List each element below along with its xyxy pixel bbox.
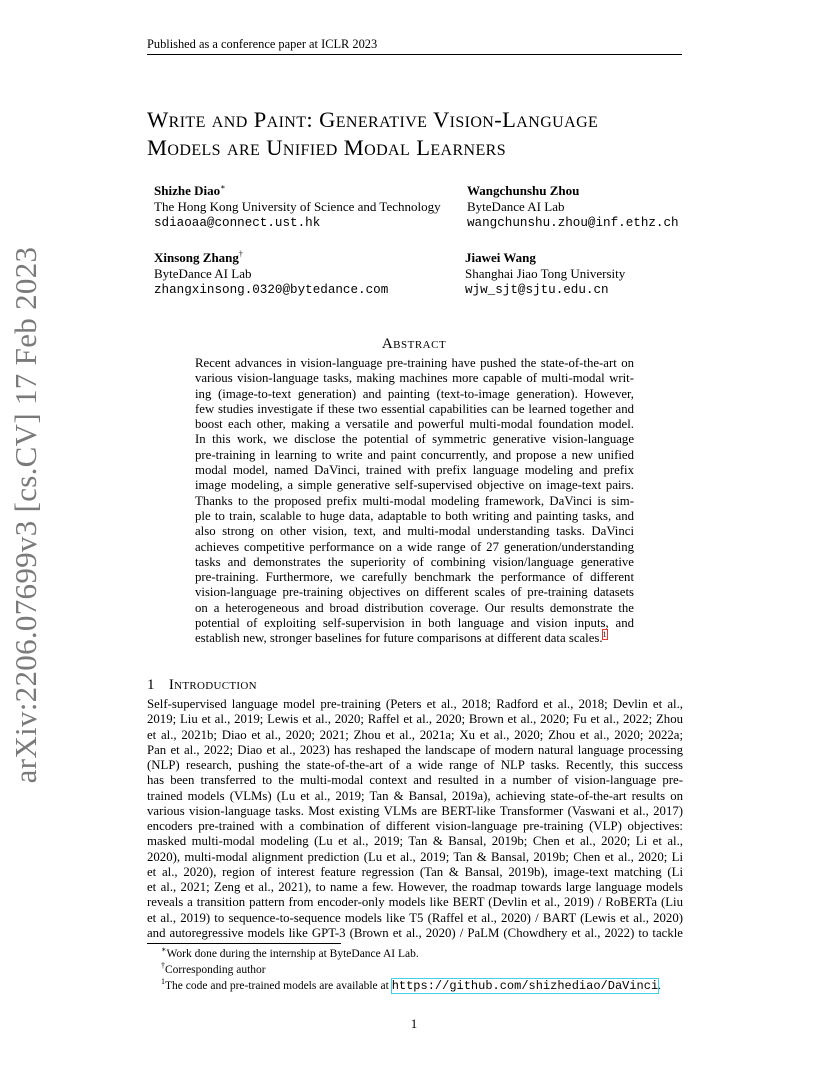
footnotes [161, 946, 661, 994]
footnote-text: Work done during the internship at ByteDance AI Lab. [166, 948, 419, 960]
arxiv-stamp-text: arXiv:2206.07699v3 [cs.CV] 17 Feb 2023 [8, 246, 43, 784]
code-link[interactable]: https://github.com/shizhediao/DaVinci [391, 979, 659, 993]
abstract-line: few studies investigate if these two essential capabilities can be learned together and [195, 401, 634, 416]
paper-title [147, 106, 707, 162]
abstract-body [195, 356, 634, 647]
footnote-mark: 1 [161, 977, 165, 987]
title-line-1: Write and Paint: Generative Vision-Language [147, 107, 599, 132]
section-number: 1 [147, 677, 155, 693]
abstract-line: In this work, we disclose the potential of symmetric generative vision-language [195, 432, 634, 447]
abstract-line: establish new, stronger baselines for future comparisons at different data scales. [195, 631, 603, 646]
intro-line: et al., 2019) to sequence-to-sequence models like T5 (Raffel et al., 2020) / BART (Lewis et al., 2020) [147, 910, 683, 925]
intro-line: et al., 2021; Zeng et al., 2021), to name a few. However, the roadmap towards large language models [147, 880, 683, 894]
author-name: Wangchunshu Zhou [467, 183, 580, 198]
author-email[interactable]: wangchunshu.zhou@inf.ethz.ch [467, 216, 679, 230]
intro-line: (NLP) research, pushing the state-of-the-art of a wide range of NLP tasks. Recently, this success [147, 758, 683, 772]
abstract-line: achieves competitive performance on a wide range of 27 generation/understanding [195, 539, 634, 554]
abstract-line: Recent advances in vision-language pre-training have pushed the state-of-the-art on [195, 356, 634, 370]
footnote-text: The code and pre-trained models are available at [165, 980, 392, 992]
section-title: Introduction [168, 677, 257, 693]
intro-line: trained models (VLMs) (Lu et al., 2019; Tan & Bansal, 2019a), achieving state-of-the-art results on [147, 788, 683, 803]
intro-line: Self-supervised language model pre-training (Peters et al., 2018; Radford et al., 2018; Devlin et al., [147, 697, 683, 711]
author-affiliation: The Hong Kong University of Science and Technology [154, 199, 441, 214]
abstract-line: on a heterogeneous and broad distribution coverage. Our results demonstrate the [195, 600, 634, 615]
footnote-mark: ∗ [161, 945, 167, 955]
abstract-line: ple to train, scalable to huge data, adaptable to both writing and painting tasks, and [195, 508, 634, 523]
author-name: Shizhe Diao [154, 183, 221, 198]
intro-line: has been transferred to the multi-modal context and resulted in a number of vision-language pre- [147, 773, 683, 788]
author-email[interactable]: wjw_sjt@sjtu.edu.cn [465, 283, 609, 297]
intro-line: 2020), multi-modal alignment prediction (Lu et al., 2019; Tan & Bansal, 2019b; Chen et al., 2020; Li [147, 849, 683, 864]
footnote-ref-1[interactable]: 1 [602, 630, 607, 640]
author-affiliation: ByteDance AI Lab [154, 266, 252, 281]
author-mark: ∗ [220, 182, 226, 192]
abstract-line: image modeling, a simple generative self-supervised objective on image-text pairs. [195, 478, 634, 493]
abstract-last-line [195, 631, 634, 646]
abstract-line: Thanks to the proposed prefix multi-modal modeling framework, DaVinci is sim- [195, 493, 634, 508]
abstract-line: potential of exploiting self-supervision in both language and vision inputs, and [195, 616, 634, 631]
intro-line: various vision-language tasks. Most existing VLMs are BERT-like Transformer (Vaswani et al., 2017) [147, 803, 683, 818]
intro-line: masked multi-modal modeling (Lu et al., 2019; Tan & Bansal, 2019b; Chen et al., 2020; Li et al., [147, 834, 683, 849]
intro-line: encoders pre-trained with a combination of different vision-language pre-training (VLP) objectives: [147, 819, 683, 833]
running-header: Published as a conference paper at ICLR 2023 [147, 37, 682, 55]
title-line-2: Models are Unified Modal Learners [147, 135, 507, 160]
abstract-line: pre-training in learning to write and paint concurrently, and propose a new unified [195, 447, 634, 462]
abstract-line: vision-language pre-training objectives on different scales of pre-training datasets [195, 585, 634, 600]
author-block-3 [154, 250, 388, 298]
intro-line: and autoregressive models like GPT-3 (Brown et al., 2020) / PaLM (Chowdhery et al., 2022) to tackle [147, 925, 683, 940]
abstract-line: ing (image-to-text generation) and painting (text-to-image generation). However, [195, 386, 634, 401]
footnote-2 [161, 962, 661, 978]
abstract-line: various vision-language tasks, making machines more capable of multi-modal writ- [195, 371, 634, 386]
footnote-end: . [658, 980, 662, 992]
intro-line: reveals a transition pattern from encoder-only models like BERT (Devlin et al., 2019) / RoBERTa (Liu [147, 895, 683, 910]
abstract-heading: Abstract [381, 336, 447, 352]
author-name: Jiawei Wang [465, 250, 536, 265]
author-block-2 [467, 183, 679, 231]
author-name: Xinsong Zhang [154, 250, 239, 265]
footnote-3 [161, 978, 661, 994]
footnote-text: Corresponding author [165, 964, 266, 976]
footnote-rule [147, 943, 341, 944]
abstract-line: modal model, named DaVinci, trained with prefix language modeling and prefix [195, 463, 634, 478]
author-affiliation: ByteDance AI Lab [467, 199, 565, 214]
intro-line: Pan et al., 2022; Diao et al., 2023) has reshaped the landscape of modern natural language processing [147, 742, 683, 757]
author-mark: † [238, 249, 243, 259]
author-block-1 [154, 183, 441, 231]
author-block-4 [465, 250, 625, 298]
intro-line: et al., 2021b; Diao et al., 2020; 2021; Zhou et al., 2021a; Xu et al., 2020; Zhou et al., 2020; 2022a; [147, 727, 683, 742]
author-email[interactable]: zhangxinsong.0320@bytedance.com [154, 283, 389, 297]
abstract-line: pre-training. Furthermore, we carefully benchmark the performance of different [195, 570, 634, 585]
abstract-line: tasks and demonstrates the superiority of combining vision/language generative [195, 554, 634, 569]
abstract-line: also strong on other vision, text, and multi-modal understanding tasks. DaVinci [195, 524, 634, 539]
section-heading [147, 677, 257, 694]
abstract-line: boost each other, making a versatile and powerful multi-modal foundation model. [195, 417, 634, 432]
page-number: 1 [410, 1016, 418, 1031]
introduction-body [147, 697, 683, 941]
author-affiliation: Shanghai Jiao Tong University [465, 266, 626, 281]
footnote-1 [161, 946, 661, 962]
intro-line: 2019; Liu et al., 2019; Lewis et al., 2020; Raffel et al., 2020; Brown et al., 2020; Fu et al., 2022; Zhou [147, 712, 683, 727]
footnote-mark: † [161, 961, 165, 971]
author-email[interactable]: sdiaoaa@connect.ust.hk [154, 216, 321, 230]
intro-line: et al., 2020), region of interest feature regression (Tan & Bansal, 2019b), image-text matching (Li [147, 864, 683, 879]
